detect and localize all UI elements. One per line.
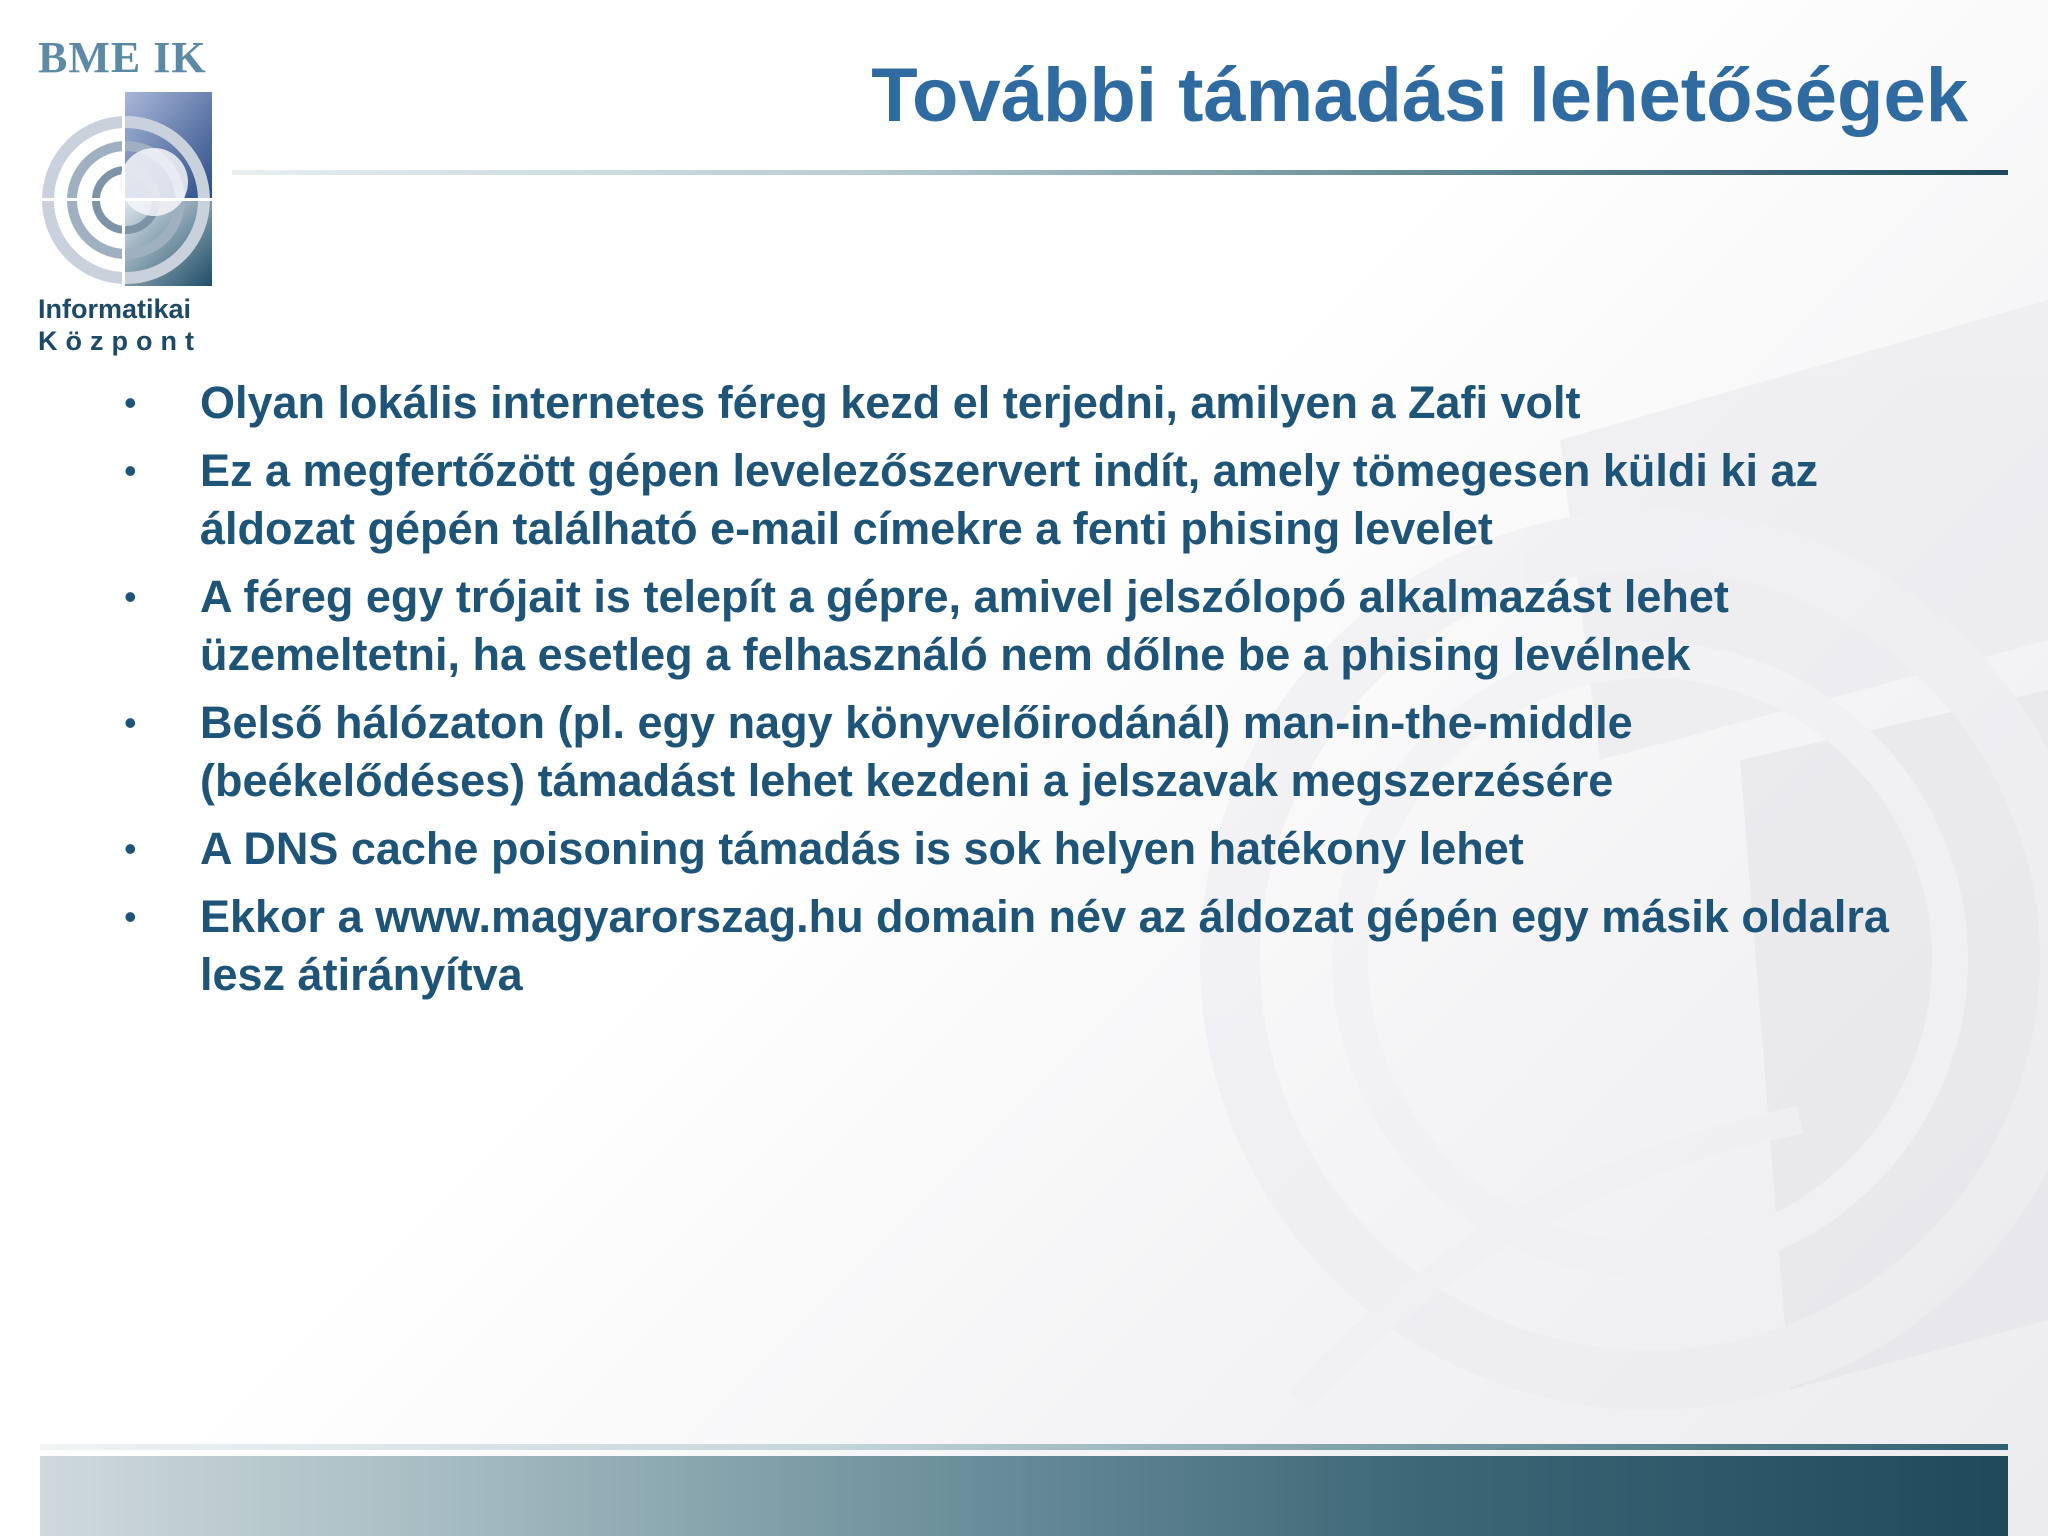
logo-text-kozpont: Központ	[38, 326, 202, 356]
bullet-item	[120, 888, 1920, 1004]
bullet-marker: •	[124, 828, 137, 869]
bullet-item	[120, 568, 1920, 684]
bullet-text: A DNS cache poisoning támadás is sok helyen hatékony lehet	[200, 823, 1524, 874]
logo-text-informatikai: Informatikai	[38, 294, 192, 324]
bullet-text: Ekkor a www.magyarorszag.hu domain név az áldozat gépén egy másik oldalra lesz átirányítva	[200, 891, 1889, 1000]
bullet-item	[120, 374, 1920, 432]
logo-title: BME IK	[38, 33, 207, 82]
bullet-marker: •	[124, 382, 137, 423]
title-divider	[232, 170, 2008, 175]
bullet-marker: •	[124, 450, 137, 491]
bullet-text: Olyan lokális internetes féreg kezd el terjedni, amilyen a Zafi volt	[200, 377, 1581, 428]
bullet-text: Ez a megfertőzött gépen levelezőszervert indít, amely tömegesen küldi ki az áldozat gépén található e-mail címekre a fenti phising levelet	[200, 445, 1818, 554]
bullet-item	[120, 694, 1920, 810]
bullet-marker: •	[124, 576, 137, 617]
logo-emblem-icon	[36, 90, 216, 290]
bullet-marker: •	[124, 896, 137, 937]
bullet-item	[120, 442, 1920, 558]
bullet-marker: •	[124, 702, 137, 743]
bme-ik-logo	[36, 32, 226, 356]
slide-title: További támadási lehetőségek	[871, 53, 1968, 138]
footer-bar	[40, 1456, 2008, 1536]
bullet-text: Belső hálózaton (pl. egy nagy könyvelőirodánál) man-in-the-middle (beékelődéses) támadást lehet kezdeni a jelszavak megszerzésére	[200, 697, 1633, 806]
footer-divider	[40, 1444, 2008, 1450]
bullet-item	[120, 820, 1920, 878]
bullet-text: A féreg egy trójait is telepít a gépre, amivel jelszólopó alkalmazást lehet üzemeltetni, ha esetleg a felhasználó nem dőlne be a phising levélnek	[200, 571, 1729, 680]
bullet-list	[120, 374, 1920, 1014]
